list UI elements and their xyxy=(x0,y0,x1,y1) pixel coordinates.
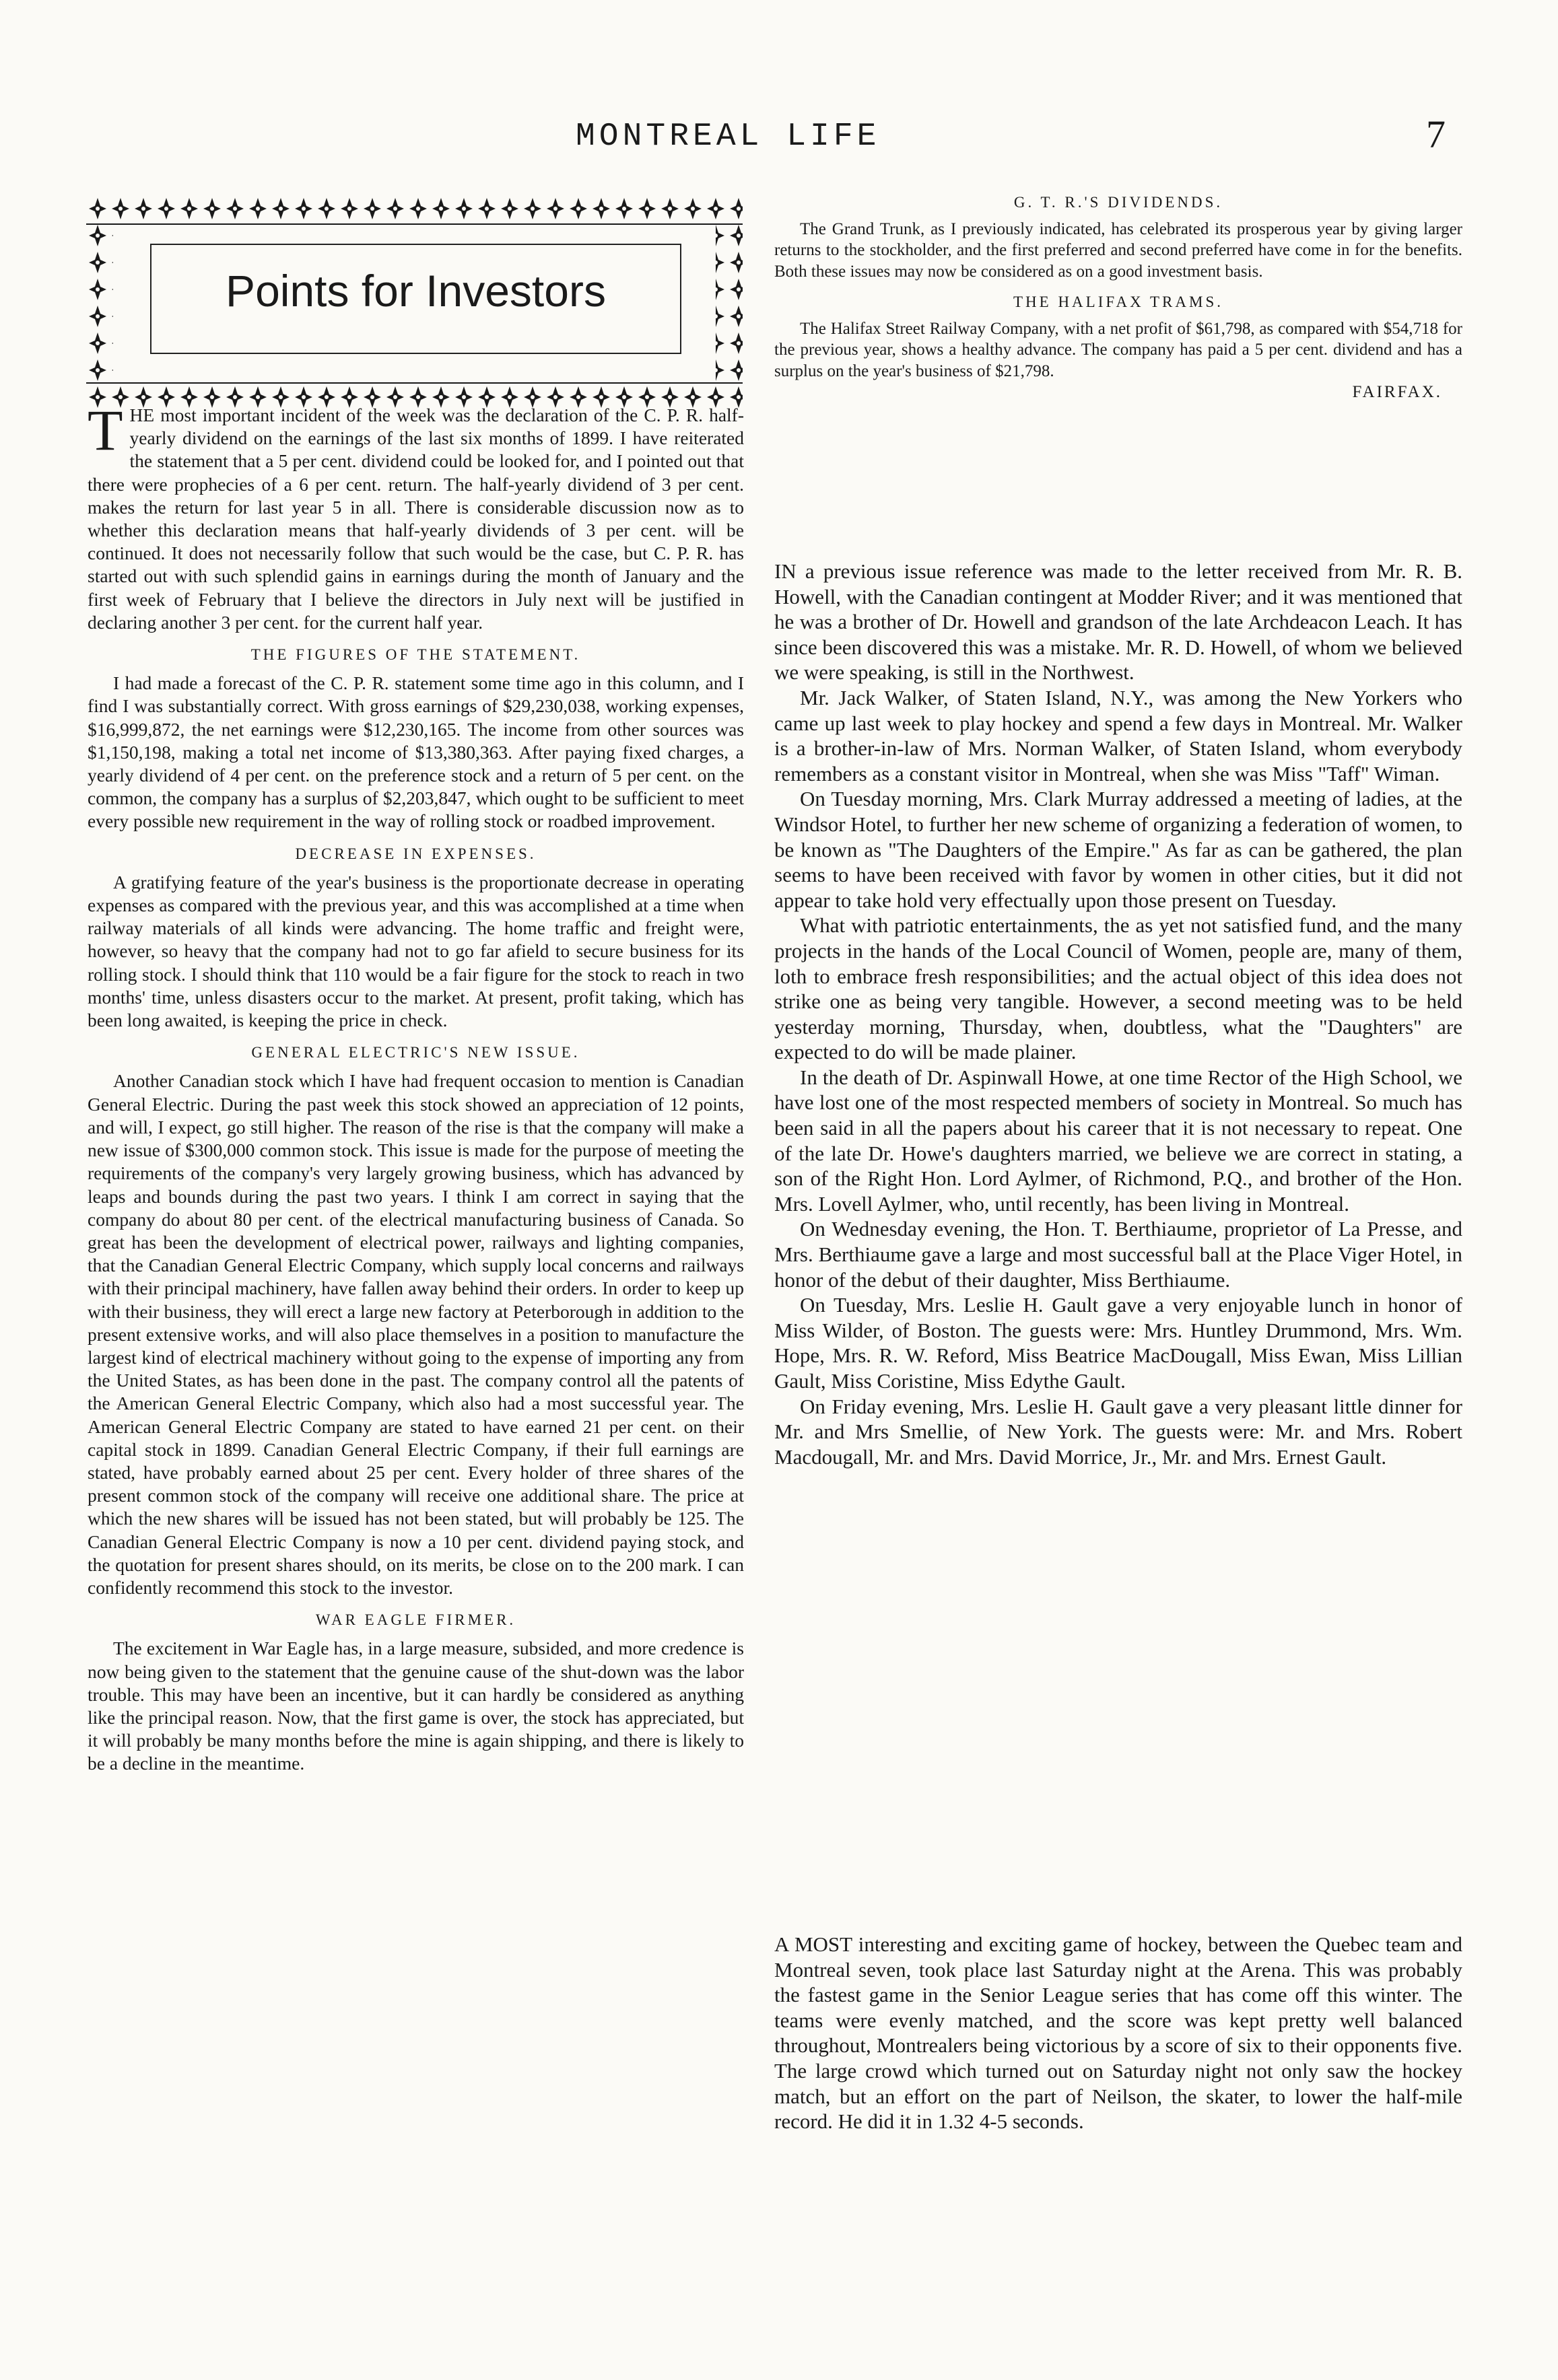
society-paragraph: On Tuesday, Mrs. Leslie H. Gault gave a very enjoyable lunch in honor of Miss Wilder, of Boston. The guests were: Mrs. Huntley Drummond, Mrs. Wm. Hope, Mrs. R. W. Reford, Miss Beatrice MacDougall, Miss Ewan, Miss Lillian Gault, Miss Coristine, Miss Edythe Gault. xyxy=(774,1293,1462,1393)
subheading-halifax: THE HALIFAX TRAMS. xyxy=(1013,293,1224,310)
running-title: MONTREAL LIFE xyxy=(576,118,881,155)
drop-cap: T xyxy=(88,398,123,462)
subheading-general-electric: GENERAL ELECTRIC'S NEW ISSUE. xyxy=(251,1044,580,1061)
page-header xyxy=(0,112,1558,166)
subheading-decrease: DECREASE IN EXPENSES. xyxy=(295,845,537,862)
society-column xyxy=(774,559,1462,1469)
banner-title: Points for Investors xyxy=(226,266,606,316)
paragraph-figures: I had made a forecast of the C. P. R. statement some time ago in this column, and I find I was substantially correct. With gross earnings of $29,230,038, working expenses, $16,999,872, the net earnings were $12,230,165. The income from other sources was $1,150,198, making a total net income of $13,380,363. After paying fixed charges, a yearly dividend of 4 per cent. on the preference stock and a return of 5 per cent. on the common, the company has a surplus of $2,203,847, which ought to be sufficient to meet every possible new requirement in the way of rolling stock or roadbed improvement. xyxy=(88,672,744,832)
paragraph-war-eagle: The excitement in War Eagle has, in a large measure, subsided, and more credence is now being given to the statement that the genuine cause of the shut-down was the labor trouble. This may have been an incentive, but it can hardly be considered as anything like the principal reason. Now, that the first game is over, the stock has appreciated, but it will probably be many months before the mine is again shipping, and there is likely to be a decline in the meantime. xyxy=(88,1638,744,1774)
hockey-column xyxy=(774,1932,1462,2134)
paragraph-gtr: The Grand Trunk, as I previously indicated, has celebrated its prosperous year by giving larger returns to the stockholder, and the first preferred and second preferred have come in for the benefits. Both these issues may now be considered as on a good investment basis. xyxy=(774,219,1462,281)
paragraph-decrease: A gratifying feature of the year's business is the proportionate decrease in operating expenses as compared with the previous year, and this was accomplished at a time when railway materials of all kinds were advancing. The home traffic and freight were, however, so heavy that the company had not to go far afield to secure business for its rolling stock. I should think that 110 would be a fair figure for the stock to reach in two months' time, unless disasters occur to the market. At present, profit taking, which has been long awaited, is keeping the price in check. xyxy=(88,871,744,1031)
society-paragraph: On Friday evening, Mrs. Leslie H. Gault gave a very pleasant little dinner for Mr. and Mrs Smellie, of New York. The guests were: Mr. and Mrs. Robert Macdougall, Mr. and Mrs. David Morrice, Jr., Mr. and Mrs. Ernest Gault. xyxy=(774,1394,1462,1469)
society-paragraph: What with patriotic entertainments, the as yet not satisfied fund, and the many projects in the hands of the Local Council of Women, people are, many of them, loth to embrace fresh responsibilities; and the actual object of this idea does not strike one as being very tangible. However, a second meeting was to be held yesterday morning, Thursday, when, doubtless, what the "Daughters" are expected to do will be made plainer. xyxy=(774,913,1462,1064)
paragraph-halifax: The Halifax Street Railway Company, with a net profit of $61,798, as compared with $54,718 for the previous year, shows a healthy advance. The company has paid a 5 per cent. dividend and has a surplus on the year's business of $21,798. xyxy=(774,319,1462,380)
subheading-gtr: G. T. R.'S DIVIDENDS. xyxy=(1013,194,1223,211)
subheading-figures: THE FIGURES OF THE STATEMENT. xyxy=(250,646,581,664)
author-signature: FAIRFAX. xyxy=(1352,383,1442,401)
society-paragraph: In the death of Dr. Aspinwall Howe, at one time Rector of the High School, we have lost one of the most respected members of society in Montreal. So much has been said in all the papers about his career that it is not necessary to repeat. One of the late Dr. Howe's daughters married, we believe we are correct in stating, a son of the Right Hon. Lord Aylmer, of Richmond, P.Q., and brother of the Hon. Mrs. Lovell Aylmer, who, until recently, has been living in Montreal. xyxy=(774,1065,1462,1216)
society-paragraph: On Tuesday morning, Mrs. Clark Murray addressed a meeting of ladies, at the Windsor Hotel, to further her new scheme of organizing a federation of women, to be known as "The Daughters of the Empire." As far as can be gathered, the plan seems to have been received with favor by women in other cities, but it did not appear to take hold very effectually upon those present on Tuesday. xyxy=(774,787,1462,912)
section-banner xyxy=(86,195,743,412)
paragraph-general-electric: Another Canadian stock which I have had frequent occasion to mention is Canadian General Electric. During the past week this stock showed an appreciation of 12 points, and will, I expect, go still higher. The reason of the rise is that the company will make a new issue of $300,000 common stock. This issue is made for the purpose of meeting the requirements of the company's very largely growing business, which has advanced by leaps and bounds during the past two years. I think I am correct in saying that the company do about 80 per cent. of the electrical manufacturing business of Canada. So great has been the development of electrical power, railways and lighting companies, that the Canadian General Electric Company, which supply local concerns and railways with their principal machinery, have fallen away behind their orders. In order to keep up with their business, they will erect a large new factory at Peterborough in addition to the present extensive works, and will also place themselves in a position to manufacture the largest kind of electrical machinery without going to the expense of importing any from the United States, as has been done in the past. The company control all the patents of the American General Electric Company, which also had a most successful year. The American General Electric Company are stated to have earned 21 per cent. on their capital stock in 1899. Canadian General Electric Company, if their full earnings are stated, have probably earned about 25 per cent. Every holder of three shares of the present common stock of the company will receive one additional share. The price at which the new shares will be issued has not been stated, but will probably be 125. The Canadian General Electric Company is now a 10 per cent. dividend paying stock, and the quotation for present shares should, on its merits, be close on to the 200 mark. I can confidently recommend this stock to the investor. xyxy=(88,1070,744,1598)
intro-text: HE most important incident of the week was the declaration of the C. P. R. half-yearly dividend on the earnings of the last six months of 1899. I have reiterated the statement that a 5 per cent. dividend could be looked for, and I pointed out that there were prophecies of a 6 per cent. return. The half-yearly dividend of 3 per cent. makes the return for last year 5 in all. There is considerable discussion now as to whether this declaration means that half-yearly dividends of 3 per cent. will be continued. It does not necessarily follow that such would be the case, but C. P. R. has started out with such splendid gains in earnings during the month of January and the first week of February that I believe the directors in July next will be justified in declaring another 3 per cent. for the current half year. xyxy=(88,405,744,633)
hockey-paragraph: A MOST interesting and exciting game of hockey, between the Quebec team and Montreal seven, took place last Saturday night at the Arena. This was probably the fastest game in the Senior League series that has come off this winter. The teams were evenly matched, and the score was kept pretty well balanced throughout, Montrealers being victorious by a score of six to their opponents five. The large crowd which turned out on Saturday night not only saw the hockey match, but an effort on the part of Neilson, the skater, to lower the half-mile record. He did it in 1.32 4-5 seconds. xyxy=(774,1932,1462,2134)
investors-column xyxy=(88,398,744,1776)
banner-frame xyxy=(150,244,681,354)
society-paragraph: IN a previous issue reference was made to the letter received from Mr. R. B. Howell, with the Canadian contingent at Modder River; and it was mentioned that he was a brother of Dr. Howell and grandson of the late Archdeacon Leach. It has since been discovered this was a mistake. Mr. R. D. Howell, of whom we believed we were speaking, is still in the Northwest. xyxy=(774,559,1462,685)
subheading-war-eagle: WAR EAGLE FIRMER. xyxy=(315,1611,516,1629)
investors-column-continued xyxy=(774,192,1462,403)
society-paragraph: Mr. Jack Walker, of Staten Island, N.Y., was among the New Yorkers who came up last week to play hockey and spend a few days in Montreal. Mr. Walker is a brother-in-law of Mrs. Norman Walker, of Staten Island, whom everybody remembers as a constant visitor in Montreal, when she was Miss "Taff" Wiman. xyxy=(774,685,1462,785)
article-intro xyxy=(88,398,744,634)
society-paragraph: On Wednesday evening, the Hon. T. Berthiaume, proprietor of La Presse, and Mrs. Berthiaume gave a large and most successful ball at the Place Viger Hotel, in honor of the debut of their daughter, Miss Berthiaume. xyxy=(774,1217,1462,1292)
page-number: 7 xyxy=(1426,112,1446,156)
